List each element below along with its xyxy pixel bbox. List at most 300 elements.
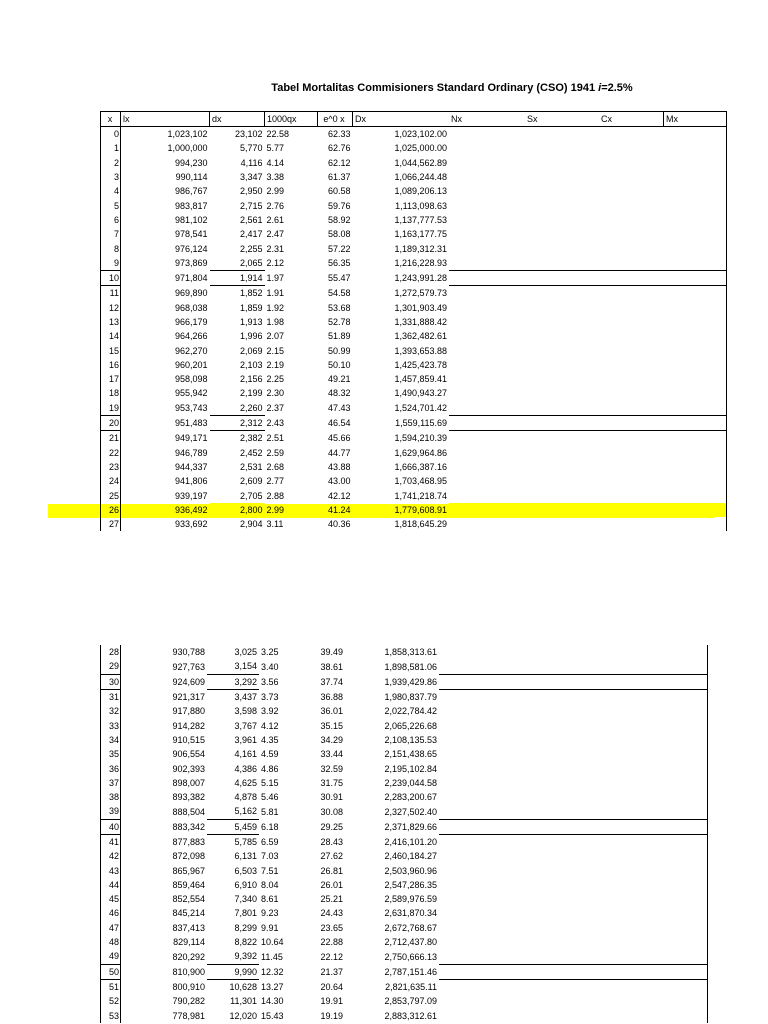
cell-Dx: 1,457,859.41 [394, 374, 447, 385]
table-row [101, 474, 727, 488]
cell-Mx [647, 878, 708, 892]
cell-dx: 4,625 [234, 777, 257, 788]
cell-dx: 2,065 [210, 256, 265, 271]
cell-Mx [647, 689, 708, 704]
cell-Dx: 1,425,423.78 [394, 359, 447, 370]
cell-Sx [525, 241, 599, 255]
cell-Cx [585, 892, 647, 906]
cell-Dx: 2,883,312.61 [384, 1010, 437, 1021]
cell-lx: 973,869 [174, 258, 208, 269]
cell-Sx [513, 776, 585, 790]
cell-Sx [513, 645, 585, 659]
cell-lx: 966,179 [174, 317, 208, 327]
cell-Dx: 2,239,044.58 [384, 777, 437, 788]
cell-1000qx: 2.31 [266, 243, 285, 254]
cell-dx: 4,116 [240, 157, 263, 168]
table-row [101, 949, 708, 964]
cell-dx: 2,950 [239, 186, 263, 197]
cell-lx: 946,789 [174, 447, 208, 458]
cell-1000qx: 3.25 [261, 647, 279, 658]
cell-e0x: 47.43 [327, 403, 351, 414]
cell-e0x: 56.35 [327, 258, 351, 269]
cell-Mx [647, 892, 708, 906]
cell-Sx [513, 674, 585, 689]
cell-dx: 3,437 [207, 689, 259, 704]
cell-lx: 893,382 [172, 792, 205, 803]
cell-Nx [439, 878, 513, 892]
cell-1000qx: 1.97 [266, 273, 285, 284]
cell-Sx [513, 906, 585, 920]
cell-Cx [599, 184, 664, 198]
cell-Mx [664, 460, 727, 474]
cell-e0x: 42.12 [327, 490, 351, 501]
cell-x: 30 [101, 674, 121, 689]
cell-Dx: 2,108,135.53 [384, 734, 437, 745]
table-row [101, 921, 708, 935]
cell-dx: 2,452 [239, 447, 263, 458]
cell-Sx [525, 301, 599, 315]
cell-e0x: 23.65 [320, 922, 343, 933]
cell-Dx: 1,163,177.75 [394, 229, 447, 240]
cell-Mx [647, 906, 708, 920]
cell-Mx [647, 849, 708, 863]
cell-Cx [599, 127, 664, 142]
cell-dx: 3,347 [239, 172, 263, 183]
cell-Mx [647, 994, 708, 1008]
table-row-highlighted [101, 503, 727, 517]
cell-Cx [585, 834, 647, 849]
cell-Sx [513, 790, 585, 804]
cell-dx: 8,299 [234, 922, 257, 933]
table-row [101, 431, 727, 446]
cell-x: 12 [101, 301, 121, 315]
cell-Nx [439, 994, 513, 1008]
cell-Nx [439, 645, 513, 659]
cell-1000qx: 1.98 [266, 317, 285, 327]
cell-lx: 829,114 [173, 937, 205, 948]
cell-e0x: 36.88 [320, 691, 343, 702]
cell-Mx [664, 141, 727, 155]
cell-Nx [449, 358, 525, 372]
cell-Cx [585, 949, 647, 964]
cell-1000qx: 14.30 [261, 996, 284, 1007]
cell-Cx [599, 446, 664, 460]
cell-e0x: 58.92 [327, 214, 351, 225]
cell-lx: 888,504 [172, 806, 205, 817]
cell-x: 21 [101, 431, 121, 446]
cell-Mx [664, 372, 727, 386]
cell-Cx [599, 227, 664, 241]
cell-1000qx: 3.40 [261, 661, 279, 672]
cell-dx: 7,801 [234, 908, 257, 919]
cell-1000qx: 2.43 [266, 418, 285, 429]
cell-1000qx: 2.51 [266, 433, 285, 444]
cell-e0x: 43.88 [327, 461, 351, 472]
cell-e0x: 46.54 [327, 418, 351, 429]
cell-Cx [585, 935, 647, 949]
cell-Dx: 2,631,870.34 [384, 908, 437, 919]
cell-Nx [439, 689, 513, 704]
cell-1000qx: 2.59 [266, 447, 285, 458]
cell-Mx [664, 343, 727, 357]
cell-Sx [525, 127, 599, 142]
cell-dx: 2,199 [239, 388, 263, 399]
cell-e0x: 20.64 [320, 981, 343, 992]
cell-x: 28 [101, 645, 121, 659]
cell-e0x: 57.22 [327, 243, 351, 254]
cell-Sx [513, 761, 585, 775]
table-row [101, 761, 708, 775]
cell-Mx [664, 213, 727, 227]
cell-lx: 971,804 [174, 273, 208, 284]
cell-x: 10 [101, 270, 121, 285]
cell-Sx [513, 878, 585, 892]
cell-Dx: 2,853,797.09 [384, 996, 437, 1007]
cell-lx: 962,270 [174, 345, 208, 356]
cell-dx: 1,852 [210, 286, 265, 301]
cell-Cx [585, 674, 647, 689]
cell-e0x: 21.37 [320, 966, 343, 977]
cell-Dx: 1,023,102.00 [394, 129, 447, 140]
cell-Nx [449, 329, 525, 343]
cell-Sx [513, 747, 585, 761]
cell-Nx [449, 474, 525, 488]
cell-e0x: 44.77 [327, 447, 351, 458]
table-row [101, 170, 727, 184]
cell-dx: 2,609 [239, 476, 263, 487]
cell-Sx [513, 994, 585, 1008]
cell-dx: 11,301 [230, 996, 257, 1007]
mortality-table-part2 [100, 645, 708, 1023]
cell-x: 15 [101, 343, 121, 357]
cell-x: 6 [101, 213, 121, 227]
cell-x: 52 [101, 994, 121, 1008]
table-row [101, 718, 708, 732]
cell-dx: 3,767 [234, 720, 257, 731]
cell-e0x: 60.58 [327, 186, 351, 197]
cell-lx: 994,230 [174, 157, 208, 168]
cell-Mx [647, 935, 708, 949]
title-interest-symbol: i [598, 82, 602, 94]
cell-Dx: 1,818,645.29 [394, 519, 447, 530]
cell-Nx [449, 431, 525, 446]
cell-Nx [439, 747, 513, 761]
cell-Dx: 1,703,468.95 [394, 476, 447, 487]
cell-Mx [664, 256, 727, 271]
cell-e0x: 40.36 [327, 519, 351, 530]
cell-dx: 10,628 [207, 979, 259, 994]
cell-Mx [647, 790, 708, 804]
cell-Nx [449, 256, 525, 271]
cell-Dx: 2,283,200.67 [384, 792, 437, 803]
cell-Nx [439, 790, 513, 804]
cell-lx: 944,337 [174, 461, 208, 472]
cell-e0x: 30.91 [320, 792, 343, 803]
cell-Mx [647, 733, 708, 747]
table-row [101, 689, 708, 704]
cell-Sx [513, 964, 585, 979]
cell-e0x: 51.89 [327, 331, 351, 342]
cell-dx: 2,255 [239, 243, 263, 254]
cell-1000qx: 2.15 [266, 345, 285, 356]
table-row [101, 488, 727, 502]
cell-Sx [525, 170, 599, 184]
cell-Nx [449, 156, 525, 170]
cell-Mx [664, 401, 727, 416]
cell-Sx [513, 689, 585, 704]
cell-1000qx: 4.12 [261, 720, 279, 731]
cell-Mx [647, 863, 708, 877]
table-row [101, 241, 727, 255]
table-row [101, 315, 727, 329]
cell-Dx: 1,939,429.86 [384, 676, 437, 687]
cell-Sx [513, 659, 585, 674]
cell-Nx [449, 227, 525, 241]
cell-1000qx: 4.14 [266, 157, 285, 168]
cell-Cx [585, 921, 647, 935]
cell-1000qx: 15.43 [261, 1010, 284, 1021]
cell-x: 23 [101, 460, 121, 474]
cell-x: 47 [101, 921, 121, 935]
cell-Nx [439, 804, 513, 819]
cell-dx: 9,392 [207, 949, 259, 964]
cell-Nx [449, 301, 525, 315]
cell-dx: 1,913 [239, 317, 263, 327]
cell-dx: 6,503 [234, 865, 257, 876]
cell-Sx [525, 446, 599, 460]
cell-Dx: 2,712,437.80 [384, 937, 437, 948]
cell-e0x: 48.32 [327, 388, 351, 399]
cell-e0x: 28.43 [320, 836, 343, 847]
cell-Cx [585, 1008, 647, 1022]
cell-1000qx: 9.23 [261, 908, 279, 919]
cell-x: 42 [101, 849, 121, 863]
cell-lx: 902,393 [172, 763, 205, 774]
cell-Nx [439, 892, 513, 906]
cell-e0x: 45.66 [327, 433, 351, 444]
header-row [101, 112, 727, 127]
cell-Dx: 1,044,562.89 [394, 157, 447, 168]
cell-1000qx: 5.77 [266, 143, 285, 154]
cell-Dx: 1,666,387.16 [394, 461, 447, 472]
cell-e0x: 52.78 [327, 317, 351, 327]
cell-1000qx: 2.37 [266, 403, 285, 414]
table-row [101, 127, 727, 142]
cell-Mx [664, 184, 727, 198]
cell-x: 18 [101, 386, 121, 400]
cell-x: 19 [101, 401, 121, 416]
cell-1000qx: 3.38 [266, 172, 285, 183]
cell-Cx [585, 804, 647, 819]
cell-Dx: 1,393,653.88 [394, 345, 447, 356]
cell-1000qx: 5.81 [261, 806, 279, 817]
table-row [101, 964, 708, 979]
cell-Mx [664, 329, 727, 343]
cell-Nx [449, 286, 525, 301]
cell-Nx [439, 906, 513, 920]
cell-1000qx: 5.15 [261, 777, 279, 788]
cell-Nx [449, 446, 525, 460]
cell-x: 45 [101, 892, 121, 906]
table-row [101, 198, 727, 212]
cell-lx: 964,266 [174, 331, 208, 342]
cell-e0x: 32.59 [320, 763, 343, 774]
cell-1000qx: 22.58 [266, 129, 290, 140]
table-row [101, 227, 727, 241]
cell-1000qx: 2.88 [266, 490, 285, 501]
cell-dx: 5,162 [207, 804, 259, 819]
cell-1000qx: 10.64 [261, 937, 284, 948]
table-title [0, 82, 768, 94]
cell-Dx: 1,490,943.27 [394, 388, 447, 399]
cell-lx: 939,197 [174, 490, 208, 501]
cell-Dx: 1,524,701.42 [394, 403, 447, 414]
cell-Nx [439, 849, 513, 863]
cell-Cx [599, 141, 664, 155]
cell-lx: 820,292 [172, 951, 205, 962]
cell-Sx [525, 156, 599, 170]
cell-Mx [664, 301, 727, 315]
cell-Dx: 2,503,960.96 [384, 865, 437, 876]
cell-1000qx: 2.07 [266, 331, 285, 342]
header-lx: lx [121, 112, 210, 127]
cell-1000qx: 4.59 [261, 749, 279, 760]
cell-Dx: 2,022,784.42 [384, 706, 437, 717]
cell-Sx [525, 386, 599, 400]
cell-Nx [449, 184, 525, 198]
cell-lx: 930,788 [172, 647, 205, 658]
cell-e0x: 53.68 [327, 302, 351, 313]
cell-x: 33 [101, 718, 121, 732]
cell-1000qx: 3.11 [266, 519, 284, 530]
cell-lx: 1,023,102 [167, 129, 208, 140]
table-row [101, 994, 708, 1008]
cell-Mx [647, 645, 708, 659]
cell-Mx [664, 286, 727, 301]
cell-x: 36 [101, 761, 121, 775]
cell-Cx [585, 979, 647, 994]
cell-Sx [525, 286, 599, 301]
cell-Sx [513, 834, 585, 849]
cell-1000qx: 11.45 [261, 951, 283, 962]
cell-Cx [585, 863, 647, 877]
cell-Mx [664, 127, 727, 142]
cell-Dx: 1,113,098.63 [395, 200, 447, 211]
cell-x: 31 [101, 689, 121, 704]
table-body-part2 [101, 645, 708, 1023]
table-row [101, 256, 727, 271]
cell-e0x: 38.61 [320, 661, 343, 672]
cell-e0x: 39.49 [320, 647, 343, 658]
cell-Sx [525, 415, 599, 430]
cell-lx: 933,692 [174, 519, 208, 530]
cell-lx: 981,102 [174, 214, 208, 225]
cell-Cx [585, 964, 647, 979]
cell-dx: 1,914 [210, 270, 265, 285]
cell-Dx: 2,371,829.66 [384, 821, 437, 832]
cell-Sx [525, 343, 599, 357]
cell-lx: 953,743 [174, 403, 208, 414]
cell-e0x: 19.91 [320, 996, 343, 1007]
table-row [101, 343, 727, 357]
cell-Cx [585, 819, 647, 834]
cell-Mx [664, 227, 727, 241]
cell-Mx [647, 747, 708, 761]
cell-lx: 969,890 [174, 288, 208, 299]
header-Sx: Sx [525, 112, 599, 127]
cell-Cx [599, 401, 664, 416]
cell-x: 48 [101, 935, 121, 949]
cell-e0x: 62.76 [327, 143, 351, 154]
cell-Dx: 1,629,964.86 [394, 447, 447, 458]
cell-Sx [525, 401, 599, 416]
cell-Mx [647, 1008, 708, 1022]
cell-Dx: 1,137,777.53 [394, 214, 447, 225]
cell-e0x: 61.37 [327, 172, 351, 183]
cell-dx: 3,154 [207, 659, 259, 674]
cell-Dx: 1,362,482.61 [394, 331, 447, 342]
cell-Nx [439, 659, 513, 674]
cell-lx: 810,900 [172, 966, 205, 977]
cell-x: 32 [101, 704, 121, 718]
cell-lx: 917,880 [172, 706, 205, 717]
cell-Nx [439, 674, 513, 689]
table-row [101, 878, 708, 892]
cell-x: 34 [101, 733, 121, 747]
cell-Mx [647, 949, 708, 964]
table-row [101, 460, 727, 474]
cell-x: 39 [101, 804, 121, 819]
header-x: x [101, 112, 121, 127]
cell-1000qx: 6.59 [261, 836, 279, 847]
cell-Mx [647, 834, 708, 849]
cell-lx: 910,515 [172, 734, 205, 745]
cell-x: 1 [101, 141, 121, 155]
cell-e0x: 25.21 [320, 894, 343, 905]
title-prefix: Tabel Mortalitas Commisioners Standard Ordinary (CSO) 1941 [271, 82, 599, 94]
cell-x: 0 [101, 127, 121, 142]
cell-Mx [664, 386, 727, 400]
cell-Nx [449, 141, 525, 155]
cell-dx: 2,705 [239, 490, 263, 501]
cell-dx: 3,961 [234, 734, 257, 745]
cell-Mx [647, 979, 708, 994]
cell-e0x: 34.29 [320, 734, 343, 745]
cell-Dx: 2,416,101.20 [384, 836, 437, 847]
header-Nx: Nx [449, 112, 525, 127]
cell-x: 29 [101, 659, 121, 674]
cell-Dx: 1,089,206.13 [394, 186, 447, 197]
cell-Sx [525, 488, 599, 502]
cell-e0x: 37.74 [320, 676, 343, 687]
cell-1000qx: 4.35 [261, 734, 279, 745]
cell-Cx [585, 878, 647, 892]
table-row [101, 674, 708, 689]
cell-lx: 949,171 [174, 433, 208, 444]
cell-e0x: 59.76 [327, 200, 351, 211]
cell-Nx [439, 761, 513, 775]
table-row [101, 386, 727, 400]
cell-Sx [525, 474, 599, 488]
cell-lx: 914,282 [172, 720, 205, 731]
cell-Dx: 2,821,635.11 [385, 981, 437, 992]
cell-x: 20 [101, 415, 121, 430]
cell-lx: 865,967 [172, 865, 205, 876]
cell-Sx [525, 460, 599, 474]
cell-Cx [599, 431, 664, 446]
cell-dx: 2,531 [239, 461, 263, 472]
table-row [101, 659, 708, 674]
